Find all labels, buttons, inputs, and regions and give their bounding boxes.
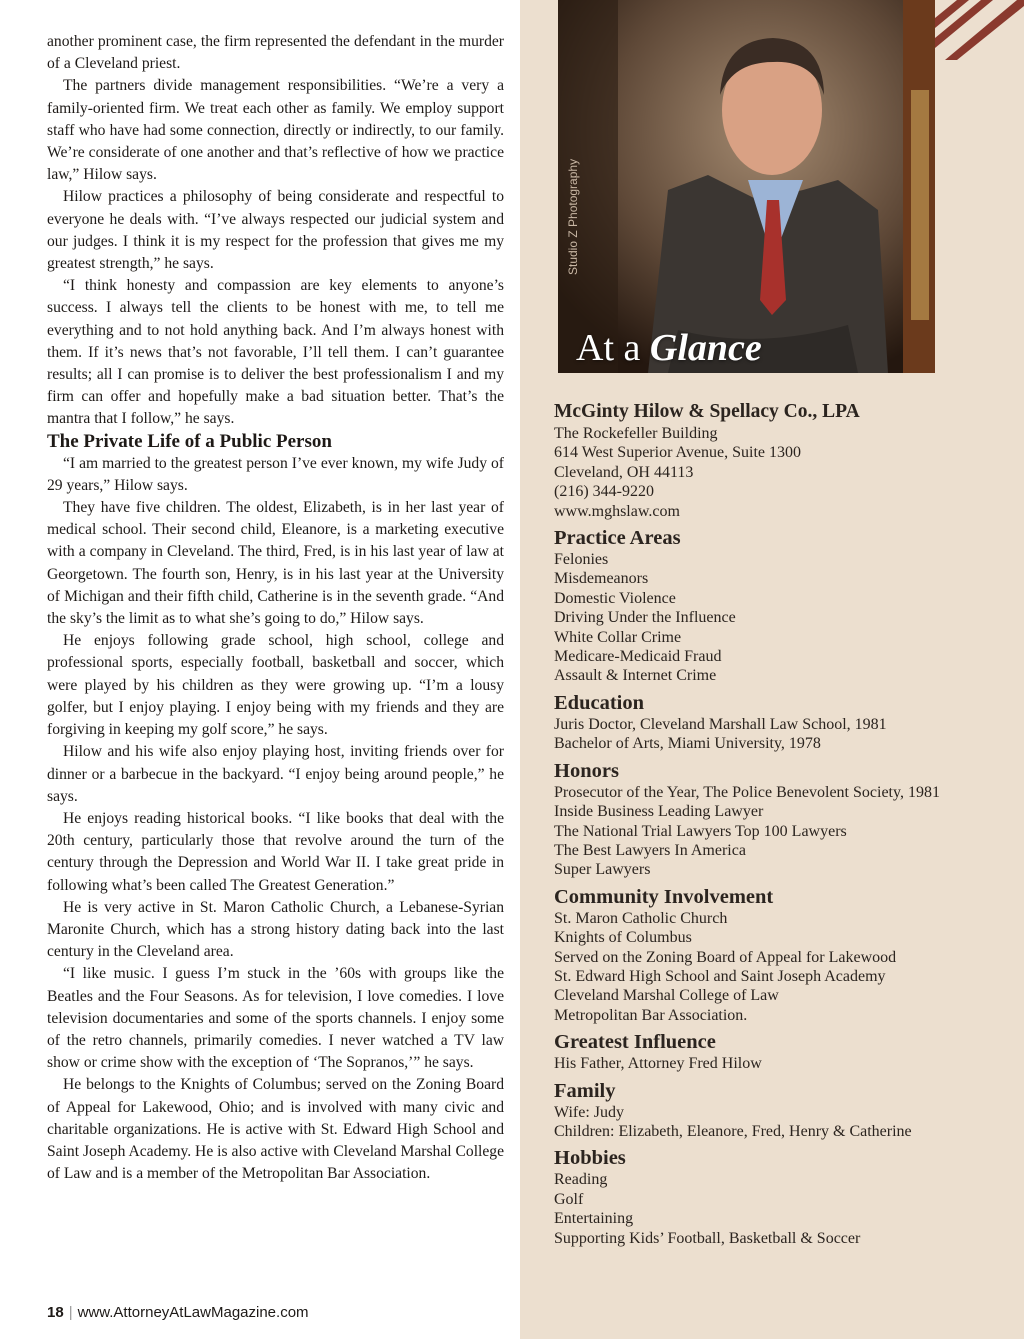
practice-area-item: White Collar Crime [554, 628, 682, 646]
family-heading: Family [554, 1079, 616, 1102]
hobbies-heading: Hobbies [554, 1147, 626, 1170]
attorney-portrait-photo [558, 0, 935, 373]
article-paragraph: another prominent case, the firm represented the defendant in the murder of a Cleveland priest. [47, 33, 504, 73]
firm-website-link[interactable]: www.mghslaw.com [554, 502, 680, 520]
footer-divider: | [68, 1304, 73, 1321]
education-item: Juris Doctor, Cleveland Marshall Law School, 1981 [554, 715, 887, 733]
page-footer [47, 1304, 309, 1321]
section-heading: The Private Life of a Public Person [47, 430, 332, 452]
honors-item: The Best Lawyers In America [554, 841, 746, 859]
honors-item: Prosecutor of the Year, The Police Benevolent Society, 1981 [554, 783, 940, 801]
article-paragraph: He is very active in St. Maron Catholic Church, a Lebanese-Syrian Maronite Church, which has a strong history dating back into the last century in the Cleveland area. [47, 898, 504, 961]
practice-area-item: Domestic Violence [554, 589, 676, 607]
at-a-glance-title-lead: At a [576, 327, 650, 369]
hobby-item: Supporting Kids’ Football, Basketball & Soccer [554, 1229, 861, 1247]
attorney-portrait-illustration [558, 0, 935, 373]
hobby-item: Reading [554, 1171, 608, 1189]
greatest-influence-heading: Greatest Influence [554, 1031, 716, 1054]
community-item: Served on the Zoning Board of Appeal for Lakewood [554, 948, 897, 966]
firm-phone: (216) 344-9220 [554, 483, 654, 501]
article-paragraph: “I am married to the greatest person I’ve ever known, my wife Judy of 29 years,” Hilow says. [47, 454, 504, 494]
community-item: Cleveland Marshal College of Law [554, 987, 779, 1005]
hobby-item: Entertaining [554, 1210, 634, 1228]
family-item: Children: Elizabeth, Eleanore, Fred, Henry & Catherine [554, 1122, 912, 1140]
article-paragraph: He enjoys following grade school, high school, college and professional sports, especially football, basketball and soccer, which were played by his children as they were growing up. “I’m a lousy golfer, but I enjoy playing. I enjoy being with my friends and they are forgiving in keeping my golf score,” he says. [47, 632, 504, 739]
community-involvement-heading: Community Involvement [554, 885, 774, 908]
family-item: Wife: Judy [554, 1103, 625, 1121]
practice-area-item: Felonies [554, 551, 609, 569]
article-paragraph: “I think honesty and compassion are key elements to anyone’s success. I always tell the clients to be honest with me, to tell me everything and to not hold anything back. And I’m always honest with them. If it’s news that’s not favorable, I’ll tell them. I can’t guarantee results; all I can promise is to deliver the best professionalism I and my firm can offer and hopefully make a bad situation better. That’s the mantra that I follow,” he says. [47, 277, 504, 428]
honors-item: Super Lawyers [554, 861, 651, 879]
honors-item: The National Trial Lawyers Top 100 Lawyers [554, 822, 847, 840]
hobby-item: Golf [554, 1190, 584, 1208]
article-paragraph: They have five children. The oldest, Elizabeth, is in her last year of medical school. Their second child, Eleanore, is a marketing executive with a company in Cleveland. The third, Fred, is in his last year of law at Georgetown. The fourth son, Henry, is in his last year at the University of Michigan and their fifth child, Catherine is in the seventh grade. “And the sky’s the limit as to what she’s going to do,” Hilow says. [47, 499, 504, 628]
practice-area-item: Assault & Internet Crime [554, 667, 717, 685]
at-a-glance-sidebar [520, 0, 1024, 1339]
at-a-glance-title-emphasis: Glance [649, 327, 762, 369]
article-body [47, 31, 504, 1185]
article-paragraph: He enjoys reading historical books. “I like books that deal with the 20th century, particularly those that revolve around the turn of the century through the Depression and World War II. I take great pride in following what’s been called The Greatest Generation.” [47, 809, 504, 894]
at-a-glance-title [576, 326, 762, 370]
firm-city-state: Cleveland, OH 44113 [554, 463, 694, 481]
community-item: St. Edward High School and Saint Joseph Academy [554, 967, 886, 985]
education-item: Bachelor of Arts, Miami University, 1978 [554, 735, 821, 753]
honors-item: Inside Business Leading Lawyer [554, 803, 764, 821]
attorney-details [554, 400, 1014, 1248]
community-item: St. Maron Catholic Church [554, 909, 728, 927]
practice-area-item: Driving Under the Influence [554, 609, 736, 627]
page-number: 18 [47, 1304, 64, 1321]
practice-areas-heading: Practice Areas [554, 527, 681, 550]
article-paragraph: The partners divide management responsibilities. “We’re a very a family-oriented firm. We treat each other as family. We employ support staff who have had some connection, directly or indirectly, to our family. We’re considerate of one another and that’s reflective of how we practice law,” Hilow says. [47, 77, 504, 184]
photo-credit: Studio Z Photography [566, 158, 580, 275]
article-paragraph: He belongs to the Knights of Columbus; served on the Zoning Board of Appeal for Lakewood, Ohio; and is involved with many civic and charitable organizations. He is active with St. Edward High School and Saint Joseph Academy. He is also active with Cleveland Marshal College of Law and is a member of the Metropolitan Bar Association. [47, 1076, 504, 1183]
practice-area-item: Misdemeanors [554, 570, 649, 588]
firm-building: The Rockefeller Building [554, 425, 718, 442]
article-paragraph: “I like music. I guess I’m stuck in the ’60s with groups like the Beatles and the Four Seasons. As for television, I love comedies. I love television documentaries and some of the sports channels. I enjoy some of the retro channels, primarily comedies. I never watched a TV law show or crime show with the exception of ‘The Sopranos,’” he says. [47, 965, 504, 1072]
community-item: Knights of Columbus [554, 929, 692, 947]
influence-item: His Father, Attorney Fred Hilow [554, 1055, 762, 1073]
education-heading: Education [554, 691, 644, 714]
firm-street-address: 614 West Superior Avenue, Suite 1300 [554, 444, 801, 462]
practice-area-item: Medicare-Medicaid Fraud [554, 648, 722, 666]
footer-website-link[interactable]: www.AttorneyAtLawMagazine.com [77, 1304, 309, 1321]
article-paragraph: Hilow and his wife also enjoy playing host, inviting friends over for dinner or a barbecue in the backyard. “I enjoy being around people,” he says. [47, 743, 504, 805]
article-paragraph: Hilow practices a philosophy of being considerate and respectful to everyone he deals with. “I’ve always respected our judicial system and our judges. I think it is my respect for the profession that gives me my greatest strength,” he says. [47, 188, 504, 273]
decorative-stripes [935, 0, 1024, 60]
firm-name: McGinty Hilow & Spellacy Co., LPA [554, 401, 860, 422]
honors-heading: Honors [554, 759, 619, 782]
community-item: Metropolitan Bar Association. [554, 1006, 748, 1024]
